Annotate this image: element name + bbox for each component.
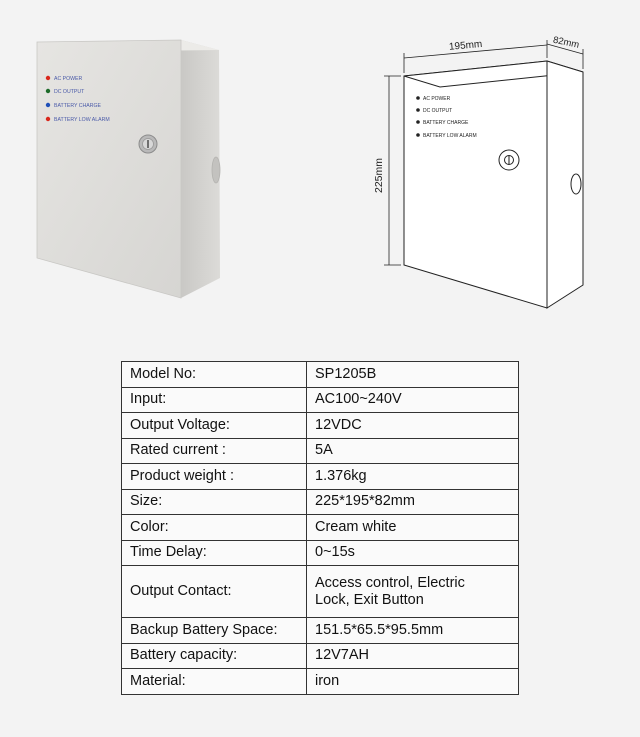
spec-label: Battery capacity: (122, 643, 307, 669)
panel-label: AC POWER (423, 96, 451, 102)
led-indicator (46, 89, 50, 93)
table-row (122, 643, 519, 669)
spec-value: AC100~240V (307, 387, 519, 413)
spec-label: Rated current : (122, 438, 307, 464)
table-row (122, 438, 519, 464)
spec-label: Color: (122, 515, 307, 541)
panel-label: BATTERY CHARGE (423, 120, 469, 126)
product-illustration (0, 0, 640, 330)
spec-label: Output Contact: (122, 566, 307, 618)
spec-label: Material: (122, 669, 307, 695)
panel-label: BATTERY CHARGE (54, 103, 101, 109)
led-indicator (46, 117, 50, 121)
table-row (122, 413, 519, 439)
spec-value: 225*195*82mm (307, 489, 519, 515)
table-row (122, 669, 519, 695)
spec-value: 12V7AH (307, 643, 519, 669)
table-row (122, 515, 519, 541)
depth-dimension-label: 82mm (552, 34, 581, 51)
panel-label: DC OUTPUT (54, 89, 85, 95)
led-indicator (46, 103, 50, 107)
spec-table (121, 361, 519, 695)
spec-label: Model No: (122, 362, 307, 388)
dimension-drawing (384, 40, 583, 308)
spec-label: Product weight : (122, 464, 307, 490)
spec-value: iron (307, 669, 519, 695)
spec-label: Output Voltage: (122, 413, 307, 439)
led-indicator (46, 76, 50, 80)
table-row (122, 387, 519, 413)
key-lock-icon (139, 135, 157, 153)
spec-value: Cream white (307, 515, 519, 541)
spec-value: 0~15s (307, 540, 519, 566)
panel-label: AC POWER (54, 76, 83, 82)
spec-value (307, 566, 519, 618)
power-supply-box-photo (37, 40, 220, 298)
spec-value-line: Lock, Exit Button (315, 591, 424, 608)
table-row (122, 566, 519, 618)
panel-label: DC OUTPUT (423, 108, 453, 114)
spec-label: Time Delay: (122, 540, 307, 566)
spec-value: 5A (307, 438, 519, 464)
spec-value: SP1205B (307, 362, 519, 388)
table-row (122, 540, 519, 566)
table-row (122, 618, 519, 644)
spec-value: 12VDC (307, 413, 519, 439)
panel-label: BATTERY LOW ALARM (423, 133, 477, 139)
spec-label: Input: (122, 387, 307, 413)
spec-label: Backup Battery Space: (122, 618, 307, 644)
spec-label: Size: (122, 489, 307, 515)
table-row (122, 489, 519, 515)
spec-value-line: Access control, Electric (315, 574, 465, 591)
width-dimension-label: 195mm (448, 38, 483, 53)
panel-label: BATTERY LOW ALARM (54, 117, 110, 123)
spec-value: 151.5*65.5*95.5mm (307, 618, 519, 644)
height-dimension-label: 225mm (373, 157, 385, 193)
table-row (122, 464, 519, 490)
table-row (122, 362, 519, 388)
spec-value: 1.376kg (307, 464, 519, 490)
